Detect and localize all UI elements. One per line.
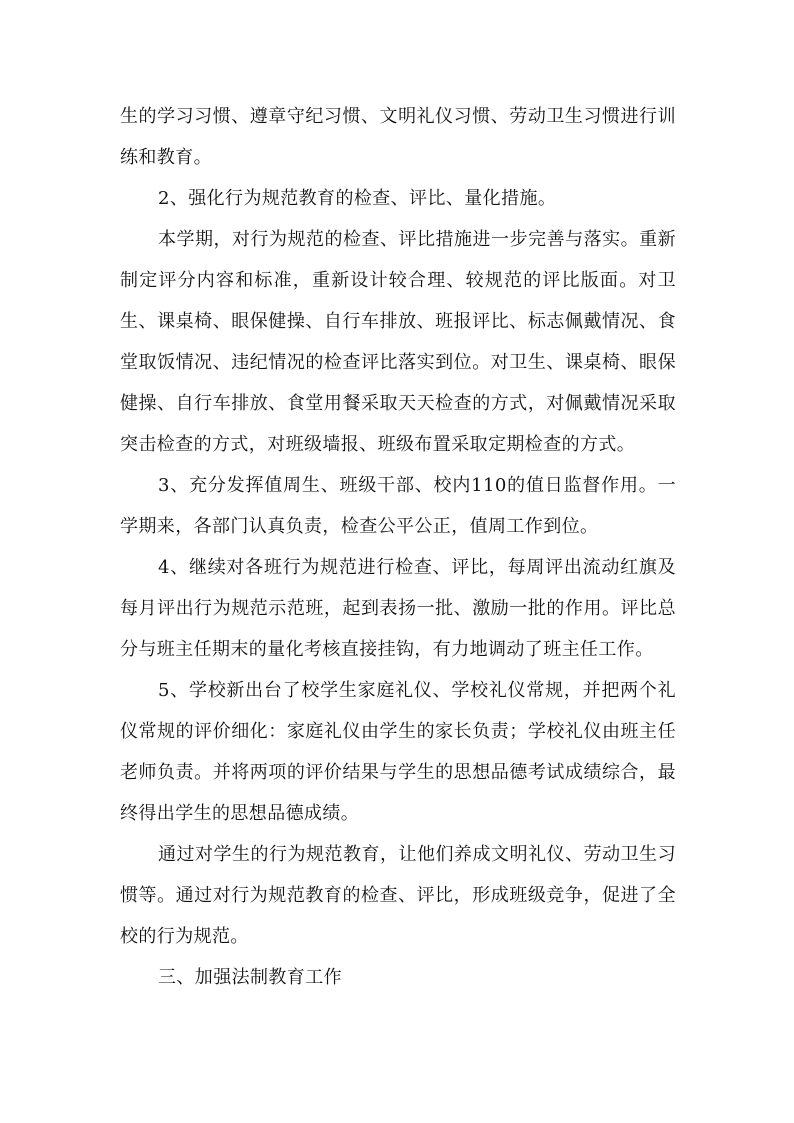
paragraph-item-4: 4、继续对各班行为规范进行检查、评比，每周评出流动红旗及每月评出行为规范示范班，起到表扬一批、激励一批的作用。评比总分与班主任期末的量化考核直接挂钩，有力地调动了班主任工作。 <box>120 557 676 660</box>
paragraph-item-3: 3、充分发挥值周生、班级干部、校内110的值日监督作用。一学期来，各部门认真负责，检查公平公正，值周工作到位。 <box>120 475 676 537</box>
section-heading-legal-education: 三、加强法制教育工作 <box>158 967 342 988</box>
paragraph-continuation: 生的学习习惯、遵章守纪习惯、文明礼仪习惯、劳动卫生习惯进行训练和教育。 <box>120 106 676 168</box>
paragraph-summary: 通过对学生的行为规范教育，让他们养成文明礼仪、劳动卫生习惯等。通过对行为规范教育的检查、评比，形成班级竞争，促进了全校的行为规范。 <box>120 844 676 947</box>
paragraph-item-5: 5、学校新出台了校学生家庭礼仪、学校礼仪常规，并把两个礼仪常规的评价细化：家庭礼仪由学生的家长负责；学校礼仪由班主任老师负责。并将两项的评价结果与学生的思想品德考试成绩综合，最终得出学生的思想品德成绩。 <box>120 680 676 824</box>
paragraph-semester-measures: 本学期，对行为规范的检查、评比措施进一步完善与落实。重新制定评分内容和标准，重新设计较合理、较规范的评比版面。对卫生、课桌椅、眼保健操、自行车排放、班报评比、标志佩戴情况、食堂取饭情况、违纪情况的检查评比落实到位。对卫生、课桌椅、眼保健操、自行车排放、食堂用餐采取天天检查的方式，对佩戴情况采取突击检查的方式，对班级墙报、班级布置采取定期检查的方式。 <box>120 229 676 455</box>
document-body <box>120 96 676 998</box>
paragraph-item-2: 2、强化行为规范教育的检查、评比、量化措施。 <box>158 188 557 209</box>
